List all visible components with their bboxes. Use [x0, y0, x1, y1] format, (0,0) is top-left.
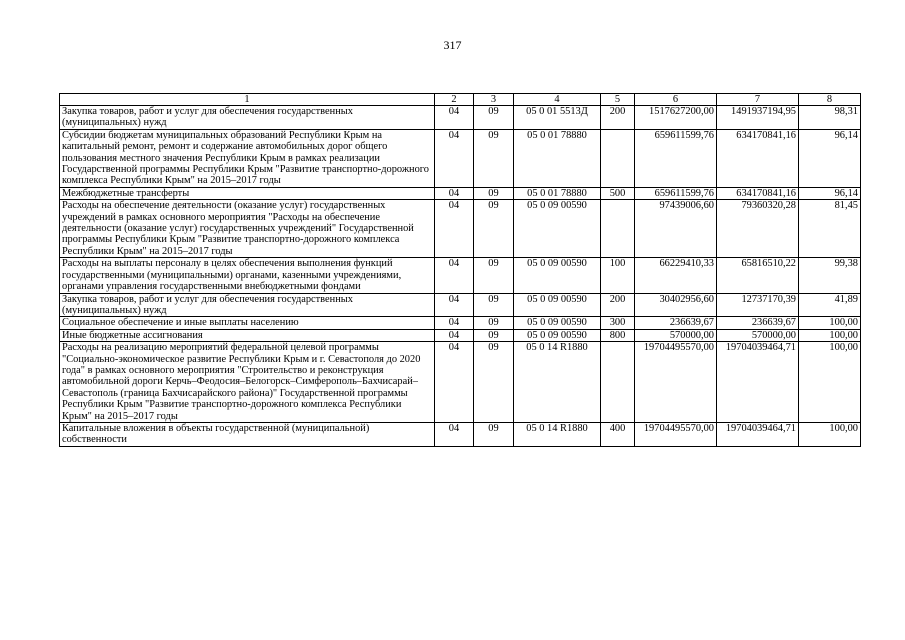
expense-type-code: 200 [601, 106, 635, 130]
executed-amount: 1491937194,95 [717, 106, 799, 130]
table-row [60, 258, 861, 293]
column-header: 1 [60, 94, 435, 106]
target-article-code: 05 0 01 5513Д [514, 106, 601, 130]
subsection-code: 09 [474, 258, 514, 293]
section-code: 04 [435, 293, 474, 317]
executed-amount: 19704039464,71 [717, 342, 799, 423]
executed-amount: 634170841,16 [717, 187, 799, 199]
section-code: 04 [435, 106, 474, 130]
section-code: 04 [435, 422, 474, 446]
table-row [60, 200, 861, 258]
subsection-code: 09 [474, 106, 514, 130]
planned-amount: 30402956,60 [635, 293, 717, 317]
executed-amount: 236639,67 [717, 317, 799, 329]
target-article-code: 05 0 01 78880 [514, 129, 601, 187]
executed-amount: 79360320,28 [717, 200, 799, 258]
expense-name: Закупка товаров, работ и услуг для обеспечения государственных (муниципальных) нужд [60, 106, 435, 130]
expense-type-code [601, 129, 635, 187]
expense-type-code: 200 [601, 293, 635, 317]
table-row [60, 293, 861, 317]
execution-percent: 99,38 [799, 258, 861, 293]
executed-amount: 19704039464,71 [717, 422, 799, 446]
execution-percent: 100,00 [799, 329, 861, 341]
target-article-code: 05 0 14 R1880 [514, 422, 601, 446]
expense-name: Субсидии бюджетам муниципальных образований Республики Крым на капитальный ремонт, ремонт и содержание автомобильных дорог общего пользования местного значения Республики Крым в рамках реализации Государственной программы Республики Крым "Развитие транспортно-дорожного комплекса Республики Крым" на 2015–2017 годы [60, 129, 435, 187]
expense-name: Иные бюджетные ассигнования [60, 329, 435, 341]
column-header: 7 [717, 94, 799, 106]
execution-percent: 81,45 [799, 200, 861, 258]
planned-amount: 1517627200,00 [635, 106, 717, 130]
table-row [60, 422, 861, 446]
subsection-code: 09 [474, 422, 514, 446]
planned-amount: 570000,00 [635, 329, 717, 341]
executed-amount: 634170841,16 [717, 129, 799, 187]
execution-percent: 100,00 [799, 422, 861, 446]
section-code: 04 [435, 258, 474, 293]
expense-type-code [601, 342, 635, 423]
expense-type-code: 300 [601, 317, 635, 329]
subsection-code: 09 [474, 187, 514, 199]
expense-type-code: 100 [601, 258, 635, 293]
subsection-code: 09 [474, 129, 514, 187]
target-article-code: 05 0 09 00590 [514, 329, 601, 341]
table-row [60, 317, 861, 329]
expense-type-code: 400 [601, 422, 635, 446]
execution-percent: 41,89 [799, 293, 861, 317]
section-code: 04 [435, 129, 474, 187]
column-header: 3 [474, 94, 514, 106]
target-article-code: 05 0 09 00590 [514, 258, 601, 293]
executed-amount: 65816510,22 [717, 258, 799, 293]
target-article-code: 05 0 01 78880 [514, 187, 601, 199]
expense-type-code: 800 [601, 329, 635, 341]
table-header-row [60, 94, 861, 106]
target-article-code: 05 0 09 00590 [514, 293, 601, 317]
expense-name: Социальное обеспечение и иные выплаты населению [60, 317, 435, 329]
planned-amount: 659611599,76 [635, 187, 717, 199]
column-header: 2 [435, 94, 474, 106]
execution-percent: 100,00 [799, 342, 861, 423]
expense-name: Расходы на реализацию мероприятий федеральной целевой программы "Социально-экономическое развитие Республики Крым и г. Севастополя до 2020 года" в рамках основного мероприятия "Строительство и реконструкция автомобильной дороги Керчь–Феодосия–Белогорск–Симферополь–Бахчисарай–Севастополь (граница Бахчисарайского района)" Государственной программы Республики Крым "Развитие транспортно-дорожного комплекса Республики Крым" на 2015–2017 годы [60, 342, 435, 423]
table-row [60, 187, 861, 199]
expense-type-code [601, 200, 635, 258]
execution-percent: 96,14 [799, 187, 861, 199]
expense-name: Расходы на обеспечение деятельности (оказание услуг) государственных учреждений в рамках основного мероприятия "Расходы на обеспечение деятельности (оказание услуг) государственных учреждений" Государственной программы Республики Крым "Развитие транспортно-дорожного комплекса Республики Крым" на 2015–2017 годы [60, 200, 435, 258]
planned-amount: 19704495570,00 [635, 422, 717, 446]
subsection-code: 09 [474, 329, 514, 341]
expense-name: Расходы на выплаты персоналу в целях обеспечения выполнения функций государственными (муниципальными) органами, казенными учреждениями, органами управления государственными внебюджетными фондами [60, 258, 435, 293]
section-code: 04 [435, 317, 474, 329]
expense-name: Закупка товаров, работ и услуг для обеспечения государственных (муниципальных) нужд [60, 293, 435, 317]
column-header: 8 [799, 94, 861, 106]
target-article-code: 05 0 14 R1880 [514, 342, 601, 423]
subsection-code: 09 [474, 200, 514, 258]
subsection-code: 09 [474, 342, 514, 423]
expense-name: Межбюджетные трансферты [60, 187, 435, 199]
executed-amount: 570000,00 [717, 329, 799, 341]
page-number: 317 [443, 38, 462, 52]
table-row [60, 329, 861, 341]
planned-amount: 659611599,76 [635, 129, 717, 187]
budget-table [59, 93, 861, 447]
section-code: 04 [435, 200, 474, 258]
table-row [60, 342, 861, 423]
execution-percent: 98,31 [799, 106, 861, 130]
column-header: 6 [635, 94, 717, 106]
planned-amount: 66229410,33 [635, 258, 717, 293]
execution-percent: 96,14 [799, 129, 861, 187]
planned-amount: 19704495570,00 [635, 342, 717, 423]
column-header: 4 [514, 94, 601, 106]
execution-percent: 100,00 [799, 317, 861, 329]
section-code: 04 [435, 187, 474, 199]
planned-amount: 97439006,60 [635, 200, 717, 258]
subsection-code: 09 [474, 293, 514, 317]
planned-amount: 236639,67 [635, 317, 717, 329]
expense-type-code: 500 [601, 187, 635, 199]
executed-amount: 12737170,39 [717, 293, 799, 317]
column-header: 5 [601, 94, 635, 106]
target-article-code: 05 0 09 00590 [514, 317, 601, 329]
table-row [60, 106, 861, 130]
section-code: 04 [435, 329, 474, 341]
expense-name: Капитальные вложения в объекты государственной (муниципальной) собственности [60, 422, 435, 446]
table-row [60, 129, 861, 187]
section-code: 04 [435, 342, 474, 423]
target-article-code: 05 0 09 00590 [514, 200, 601, 258]
subsection-code: 09 [474, 317, 514, 329]
